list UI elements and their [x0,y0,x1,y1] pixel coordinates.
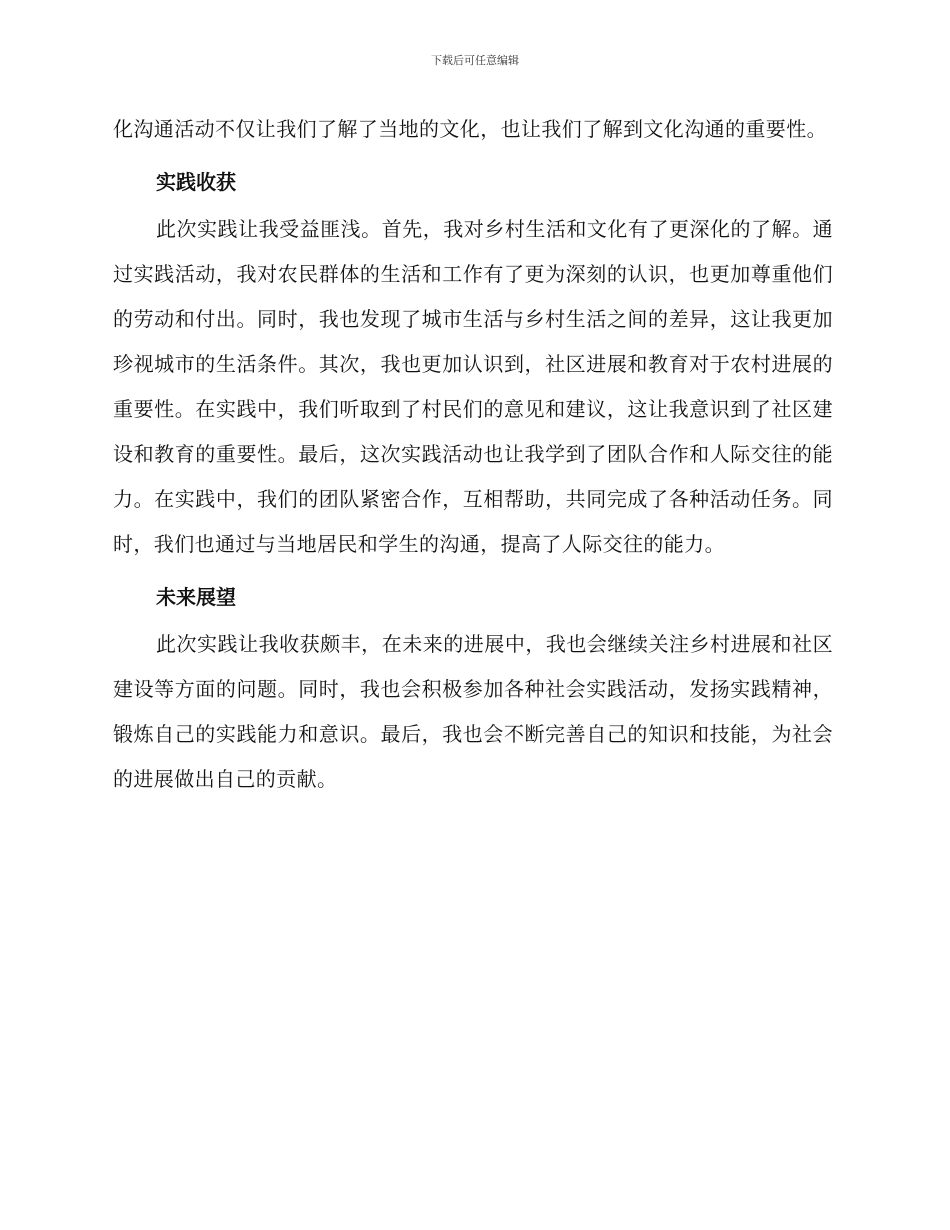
section-paragraph-future-outlook: 此次实践让我收获颇丰，在未来的进展中，我也会继续关注乡村进展和社区建设等方面的问题。同时，我也会积极参加各种社会实践活动，发扬实践精神，锻炼自己的实践能力和意识。最后，我也会不断完善自己的知识和技能，为社会的进展做出自己的贡献。 [113,632,833,791]
continuation-paragraph: 化沟通活动不仅让我们了解了当地的文化，也让我们了解到文化沟通的重要性。 [113,117,827,141]
document-body [113,107,833,802]
section-paragraph-practice-gains: 此次实践让我受益匪浅。首先，我对乡村生活和文化有了更深化的了解。通过实践活动，我对农民群体的生活和工作有了更为深刻的认识，也更加尊重他们的劳动和付出。同时，我也发现了城市生活与乡村生活之间的差异，这让我更加珍视城市的生活条件。其次，我也更加认识到，社区进展和教育对于农村进展的重要性。在实践中，我们听取到了村民们的意见和建议，这让我意识到了社区建设和教育的重要性。最后，这次实践活动也让我学到了团队合作和人际交往的能力。在实践中，我们的团队紧密合作，互相帮助，共同完成了各种活动任务。同时，我们也通过与当地居民和学生的沟通，提高了人际交往的能力。 [113,217,833,556]
section-heading-practice-gains: 实践收获 [156,170,236,194]
page-header: 下载后可任意编辑 [431,54,519,67]
section-heading-future-outlook: 未来展望 [156,585,236,609]
